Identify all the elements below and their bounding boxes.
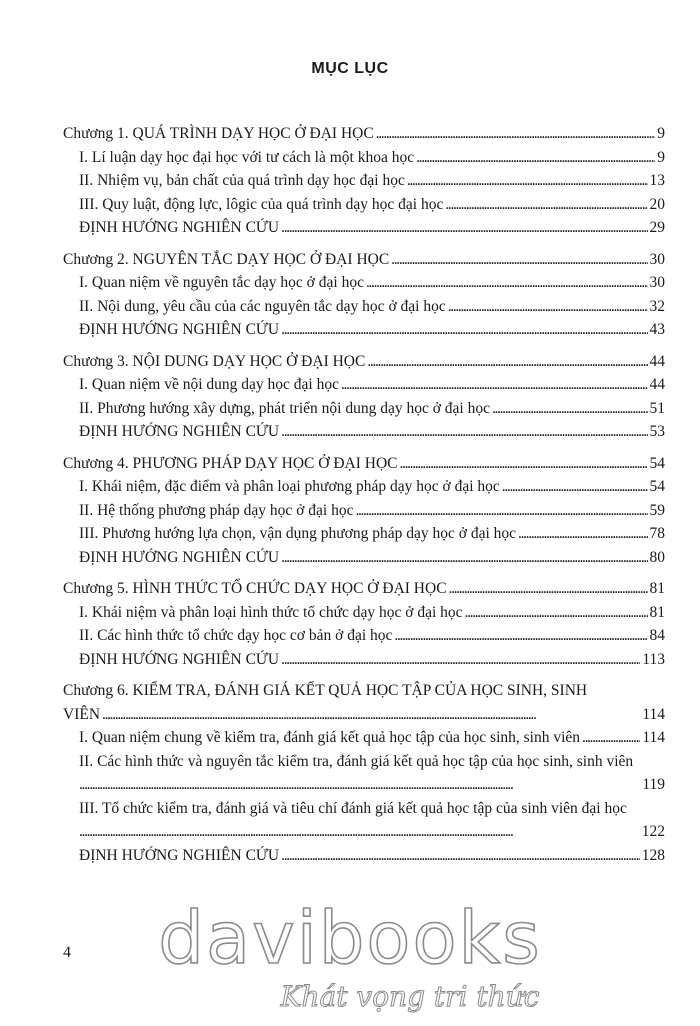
toc-entry: [79, 373, 665, 397]
chapter-6: [63, 679, 665, 867]
toc-entry: [79, 844, 665, 868]
entry-page: 51: [649, 399, 665, 417]
entry-title: II. Phương hướng xây dựng, phát triển nội dung dạy học ở đại học: [79, 399, 490, 417]
toc-entry-chapter-6: [63, 703, 665, 727]
dot-leader: [281, 844, 640, 868]
entry-page: 30: [649, 274, 665, 291]
entry-page: 9: [657, 148, 665, 166]
chapter-5: [63, 577, 665, 671]
dot-leader: [449, 577, 648, 601]
entry-title: I. Quan niệm về nguyên tắc dạy học ở đại học: [79, 274, 364, 291]
toc-entry: [79, 271, 665, 295]
dot-leader: [416, 146, 655, 170]
entry-page: 128: [641, 846, 665, 864]
entry-page: 9: [657, 125, 665, 142]
toc-entry: [79, 397, 665, 421]
toc-entry: [79, 318, 665, 342]
entry-page: 114: [642, 729, 665, 746]
dot-leader: [102, 703, 640, 727]
entry-title: ĐỊNH HƯỚNG NGHIÊN CỨU: [79, 846, 280, 864]
dot-leader: [492, 397, 648, 421]
page-number: 4: [63, 944, 71, 961]
entry-title: I. Lí luận dạy học đại học với tư cách là một khoa học: [79, 148, 415, 166]
dot-leader: [281, 318, 647, 342]
toc-entry: [79, 216, 665, 240]
dot-leader: [582, 726, 640, 750]
table-of-contents: [63, 122, 665, 875]
dot-leader: [399, 452, 647, 476]
dot-leader: [407, 169, 648, 193]
entry-title: I. Quan niệm về nội dung dạy học đại học: [79, 376, 339, 393]
entry-page: 84: [649, 627, 665, 644]
entry-title: I. Khái niệm, đặc điểm và phân loại phương pháp dạy học ở đại học: [79, 478, 500, 495]
watermark-brand: davibooks: [158, 896, 542, 980]
dot-leader: [281, 648, 640, 672]
entry-page: 32: [649, 297, 665, 315]
entry-page: 113: [642, 650, 665, 668]
entry-page: 20: [649, 195, 665, 213]
toc-entry: [79, 499, 665, 523]
entry-title: Chương 5. HÌNH THỨC TỔ CHỨC DẠY HỌC Ở ĐẠI HỌC: [63, 580, 447, 597]
toc-entry: [79, 624, 665, 648]
toc-entry-chapter-4: [63, 452, 665, 476]
entry-page: 44: [649, 352, 665, 370]
dot-leader: [465, 601, 648, 625]
entry-title: II. Nhiệm vụ, bản chất của quá trình dạy học đại học: [79, 172, 405, 189]
toc-entry: [79, 546, 665, 570]
entry-title: III. Quy luật, động lực, lôgic của quá trình dạy học đại học: [79, 195, 444, 213]
entry-title: II. Nội dung, yêu cầu của các nguyên tắc dạy học ở đại học: [79, 297, 446, 315]
entry-title: III. Phương hướng lựa chọn, vận dụng phương pháp dạy học ở đại học: [79, 525, 517, 542]
toc-entry: [79, 522, 665, 546]
entry-title: Chương 3. NỘI DUNG DẠY HỌC Ở ĐẠI HỌC: [63, 352, 366, 370]
entry-title: Chương 4. PHƯƠNG PHÁP DẠY HỌC Ở ĐẠI HỌC: [63, 454, 398, 472]
toc-entry: [79, 420, 665, 444]
entry-title: Chương 1. QUÁ TRÌNH DẠY HỌC Ở ĐẠI HỌC: [63, 125, 374, 142]
toc-entry: [79, 820, 665, 844]
entry-page: 29: [649, 219, 665, 236]
entry-title: ĐỊNH HƯỚNG NGHIÊN CỨU: [79, 548, 280, 566]
entry-page: 78: [649, 525, 665, 542]
toc-entry: [79, 169, 665, 193]
entry-page: 30: [649, 250, 665, 268]
entry-page: 81: [649, 580, 665, 597]
entry-page: 43: [649, 321, 665, 338]
entry-title: I. Khái niệm và phân loại hình thức tổ chức dạy học ở đại học: [79, 603, 463, 621]
dot-leader: [281, 546, 647, 570]
entry-title: ĐỊNH HƯỚNG NGHIÊN CỨU: [79, 219, 280, 236]
toc-entry-chapter-1: [63, 122, 665, 146]
entry-page: 53: [649, 423, 665, 440]
dot-leader: [394, 624, 647, 648]
entry-page: 54: [649, 478, 665, 495]
chapter-1: [63, 122, 665, 240]
dot-leader: [391, 248, 647, 272]
dot-leader: [445, 193, 647, 217]
chapter-6-heading-line1: Chương 6. KIỂM TRA, ĐÁNH GIÁ KẾT QUẢ HỌC TẬP CỦA HỌC SINH, SINH: [63, 682, 588, 699]
entry-title: II. Các hình thức tổ chức dạy học cơ bản ở đại học: [79, 627, 393, 644]
dot-leader: [79, 773, 640, 797]
chapter-4: [63, 452, 665, 570]
dot-leader: [341, 373, 648, 397]
dot-leader: [366, 271, 648, 295]
dot-leader: [367, 350, 647, 374]
entry-page: 114: [642, 705, 665, 723]
toc-entry-chapter-3: [63, 350, 665, 374]
entry-page: 119: [642, 776, 665, 793]
dot-leader: [376, 122, 656, 146]
watermark-slogan: Khát vọng tri thức: [280, 980, 540, 1013]
toc-entry: [79, 648, 665, 672]
chapter-2: [63, 248, 665, 342]
dot-leader: [281, 216, 647, 240]
entry-page: 59: [649, 501, 665, 519]
entry-page: 54: [649, 454, 665, 472]
dot-leader: [518, 522, 647, 546]
toc-entry: [79, 773, 665, 797]
toc-entry-chapter-2: [63, 248, 665, 272]
chapter-3: [63, 350, 665, 444]
toc-entry: [79, 295, 665, 319]
toc-title: MỤC LỤC: [311, 60, 389, 77]
entry-title: VIÊN: [63, 705, 101, 723]
toc-entry: [79, 146, 665, 170]
entry-page: 44: [649, 376, 665, 393]
toc-entry-line1: II. Các hình thức và nguyên tắc kiểm tra, đánh giá kết quả học tập của học sinh, sinh viên: [79, 752, 634, 770]
entry-title: II. Hệ thống phương pháp dạy học ở đại học: [79, 501, 354, 519]
entry-title: ĐỊNH HƯỚNG NGHIÊN CỨU: [79, 321, 280, 338]
entry-page: 81: [649, 603, 665, 621]
dot-leader: [79, 820, 640, 844]
toc-entry-line1: III. Tổ chức kiểm tra, đánh giá và tiêu chí đánh giá kết quả học tập của sinh viên đại học: [79, 799, 627, 817]
entry-title: ĐỊNH HƯỚNG NGHIÊN CỨU: [79, 650, 280, 668]
dot-leader: [448, 295, 648, 319]
dot-leader: [502, 475, 648, 499]
toc-entry: [79, 601, 665, 625]
dot-leader: [281, 420, 647, 444]
entry-title: ĐỊNH HƯỚNG NGHIÊN CỨU: [79, 423, 280, 440]
entry-page: 13: [649, 172, 665, 189]
entry-title: Chương 2. NGUYÊN TẮC DẠY HỌC Ở ĐẠI HỌC: [63, 250, 390, 268]
dot-leader: [355, 499, 647, 523]
entry-page: 122: [641, 823, 665, 840]
entry-page: 80: [649, 548, 665, 566]
toc-entry-chapter-5: [63, 577, 665, 601]
toc-entry: [79, 193, 665, 217]
entry-title: I. Quan niệm chung về kiểm tra, đánh giá kết quả học tập của học sinh, sinh viên: [79, 729, 581, 746]
toc-entry: [79, 475, 665, 499]
toc-entry: [79, 726, 665, 750]
